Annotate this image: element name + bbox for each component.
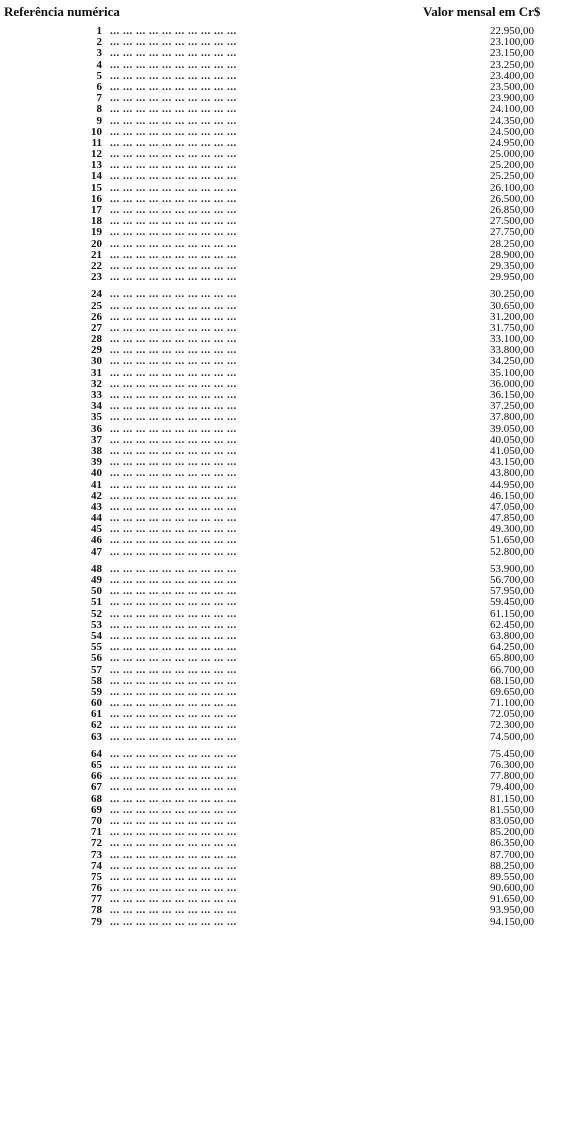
reference-number: 61 <box>91 708 102 721</box>
monthly-value: 29.350,00 <box>490 259 534 272</box>
reference-number: 14 <box>91 170 102 183</box>
dot-leader: ... ... ... ... ... ... ... ... ... ... <box>110 546 237 558</box>
reference-number: 46 <box>91 534 102 547</box>
reference-number: 7 <box>96 92 102 105</box>
dot-leader: ... ... ... ... ... ... ... ... ... ... <box>110 479 237 491</box>
dot-leader: ... ... ... ... ... ... ... ... ... ... <box>110 468 237 480</box>
dot-leader: ... ... ... ... ... ... ... ... ... ... <box>110 860 237 872</box>
reference-number: 22 <box>91 259 102 272</box>
monthly-value: 46.150,00 <box>490 489 534 502</box>
reference-number: 78 <box>91 904 102 917</box>
reference-number: 56 <box>91 652 102 665</box>
reference-number: 34 <box>91 400 102 413</box>
table-row <box>0 732 584 743</box>
monthly-value: 74.500,00 <box>490 730 534 743</box>
table-row <box>0 480 584 491</box>
monthly-value: 81.150,00 <box>490 792 534 805</box>
value-column-header: Valor mensal em Cr$ <box>423 4 541 19</box>
monthly-value: 31.200,00 <box>490 310 534 323</box>
dot-leader: ... ... ... ... ... ... ... ... ... ... <box>110 804 237 816</box>
table-row <box>0 272 584 283</box>
reference-number: 37 <box>91 433 102 446</box>
reference-number: 57 <box>91 663 102 676</box>
reference-number: 25 <box>91 299 102 312</box>
monthly-value: 36.000,00 <box>490 377 534 390</box>
dot-leader: ... ... ... ... ... ... ... ... ... ... <box>110 216 237 228</box>
reference-number: 15 <box>91 181 102 194</box>
monthly-value: 79.400,00 <box>490 781 534 794</box>
monthly-value: 71.100,00 <box>490 697 534 710</box>
reference-number: 66 <box>91 770 102 783</box>
monthly-value: 51.650,00 <box>490 534 534 547</box>
monthly-value: 53.900,00 <box>490 562 534 575</box>
dot-leader: ... ... ... ... ... ... ... ... ... ... <box>110 731 237 743</box>
table-row <box>0 356 584 367</box>
reference-number: 28 <box>91 333 102 346</box>
table-row <box>0 597 584 608</box>
monthly-value: 23.150,00 <box>490 47 534 60</box>
reference-number: 48 <box>91 562 102 575</box>
table-row <box>0 547 584 558</box>
dot-leader: ... ... ... ... ... ... ... ... ... ... <box>110 356 237 368</box>
dot-leader: ... ... ... ... ... ... ... ... ... ... <box>110 815 237 827</box>
reference-number: 50 <box>91 585 102 598</box>
dot-leader: ... ... ... ... ... ... ... ... ... ... <box>110 698 237 710</box>
dot-leader: ... ... ... ... ... ... ... ... ... ... <box>110 149 237 161</box>
table-row <box>0 301 584 312</box>
reference-number: 35 <box>91 411 102 424</box>
monthly-value: 77.800,00 <box>490 770 534 783</box>
monthly-value: 56.700,00 <box>490 574 534 586</box>
table-row <box>0 171 584 182</box>
dot-leader: ... ... ... ... ... ... ... ... ... ... <box>110 160 237 172</box>
table-row <box>0 468 584 479</box>
reference-number: 42 <box>91 489 102 502</box>
reference-number: 13 <box>91 159 102 172</box>
monthly-value: 24.350,00 <box>490 114 534 127</box>
reference-number: 24 <box>91 288 102 301</box>
reference-number: 9 <box>96 114 102 127</box>
dot-leader: ... ... ... ... ... ... ... ... ... ... <box>110 193 237 205</box>
reference-number: 51 <box>91 596 102 609</box>
reference-number: 55 <box>91 641 102 654</box>
table-row <box>0 665 584 676</box>
monthly-value: 76.300,00 <box>490 759 534 771</box>
reference-number: 65 <box>91 759 102 771</box>
reference-number: 8 <box>96 103 102 116</box>
dot-leader: ... ... ... ... ... ... ... ... ... ... <box>110 748 237 760</box>
reference-number: 11 <box>91 136 102 149</box>
monthly-value: 72.300,00 <box>490 719 534 732</box>
monthly-value: 35.100,00 <box>490 366 534 379</box>
dot-leader: ... ... ... ... ... ... ... ... ... ... <box>110 760 237 771</box>
monthly-value: 66.700,00 <box>490 663 534 676</box>
dot-leader: ... ... ... ... ... ... ... ... ... ... <box>110 238 237 250</box>
dot-leader: ... ... ... ... ... ... ... ... ... ... <box>110 249 237 261</box>
reference-number: 38 <box>91 444 102 457</box>
reference-number: 63 <box>91 730 102 743</box>
monthly-value: 59.450,00 <box>490 596 534 609</box>
dot-leader: ... ... ... ... ... ... ... ... ... ... <box>110 894 237 906</box>
monthly-value: 44.950,00 <box>490 478 534 491</box>
monthly-value: 36.150,00 <box>490 389 534 401</box>
reference-number: 23 <box>91 271 102 284</box>
dot-leader: ... ... ... ... ... ... ... ... ... ... <box>110 457 237 469</box>
table-row <box>0 838 584 849</box>
reference-number: 49 <box>91 574 102 586</box>
dot-leader: ... ... ... ... ... ... ... ... ... ... <box>110 597 237 609</box>
dot-leader: ... ... ... ... ... ... ... ... ... ... <box>110 524 237 536</box>
dot-leader: ... ... ... ... ... ... ... ... ... ... <box>110 137 237 149</box>
monthly-value: 27.750,00 <box>490 226 534 239</box>
salary-table <box>0 26 584 928</box>
dot-leader: ... ... ... ... ... ... ... ... ... ... <box>110 171 237 183</box>
monthly-value: 94.150,00 <box>490 915 534 928</box>
reference-number: 68 <box>91 792 102 805</box>
dot-leader: ... ... ... ... ... ... ... ... ... ... <box>110 423 237 435</box>
reference-number: 54 <box>91 629 102 642</box>
dot-leader: ... ... ... ... ... ... ... ... ... ... <box>110 115 237 127</box>
monthly-value: 61.150,00 <box>490 607 534 620</box>
monthly-value: 31.750,00 <box>490 321 534 334</box>
dot-leader: ... ... ... ... ... ... ... ... ... ... <box>110 126 237 138</box>
reference-number: 17 <box>91 204 102 216</box>
monthly-value: 43.800,00 <box>490 467 534 480</box>
dot-leader: ... ... ... ... ... ... ... ... ... ... <box>110 311 237 323</box>
dot-leader: ... ... ... ... ... ... ... ... ... ... <box>110 905 237 917</box>
reference-number: 60 <box>91 697 102 710</box>
dot-leader: ... ... ... ... ... ... ... ... ... ... <box>110 345 237 357</box>
monthly-value: 24.100,00 <box>490 103 534 116</box>
reference-number: 31 <box>91 366 102 379</box>
dot-leader: ... ... ... ... ... ... ... ... ... ... <box>110 300 237 312</box>
reference-number: 67 <box>91 781 102 794</box>
reference-number: 43 <box>91 500 102 513</box>
dot-leader: ... ... ... ... ... ... ... ... ... ... <box>110 59 237 71</box>
monthly-value: 63.800,00 <box>490 629 534 642</box>
monthly-value: 28.250,00 <box>490 237 534 250</box>
reference-number: 62 <box>91 719 102 732</box>
dot-leader: ... ... ... ... ... ... ... ... ... ... <box>110 390 237 401</box>
monthly-value: 41.050,00 <box>490 444 534 457</box>
table-row <box>0 850 584 861</box>
monthly-value: 40.050,00 <box>490 433 534 446</box>
monthly-value: 24.950,00 <box>490 136 534 149</box>
monthly-value: 43.150,00 <box>490 456 534 469</box>
reference-number: 58 <box>91 674 102 687</box>
dot-leader: ... ... ... ... ... ... ... ... ... ... <box>110 227 237 239</box>
dot-leader: ... ... ... ... ... ... ... ... ... ... <box>110 412 237 424</box>
dot-leader: ... ... ... ... ... ... ... ... ... ... <box>110 322 237 334</box>
dot-leader: ... ... ... ... ... ... ... ... ... ... <box>110 771 237 783</box>
reference-number: 19 <box>91 226 102 239</box>
table-row <box>0 905 584 916</box>
monthly-value: 37.800,00 <box>490 411 534 424</box>
monthly-value: 23.400,00 <box>490 69 534 82</box>
dot-leader: ... ... ... ... ... ... ... ... ... ... <box>110 916 237 928</box>
monthly-value: 47.050,00 <box>490 500 534 513</box>
dot-leader: ... ... ... ... ... ... ... ... ... ... <box>110 720 237 732</box>
reference-number: 76 <box>91 882 102 895</box>
table-row <box>0 48 584 59</box>
monthly-value: 23.100,00 <box>490 36 534 49</box>
dot-leader: ... ... ... ... ... ... ... ... ... ... <box>110 871 237 883</box>
monthly-value: 83.050,00 <box>490 814 534 827</box>
dot-leader: ... ... ... ... ... ... ... ... ... ... <box>110 260 237 272</box>
dot-leader: ... ... ... ... ... ... ... ... ... ... <box>110 367 237 379</box>
reference-number: 74 <box>91 859 102 872</box>
reference-number: 64 <box>91 747 102 760</box>
monthly-value: 89.550,00 <box>490 870 534 883</box>
reference-number: 44 <box>91 512 102 525</box>
table-row <box>0 535 584 546</box>
reference-number: 77 <box>91 893 102 906</box>
dot-leader: ... ... ... ... ... ... ... ... ... ... <box>110 709 237 721</box>
monthly-value: 69.650,00 <box>490 685 534 698</box>
monthly-value: 91.650,00 <box>490 893 534 906</box>
reference-number: 53 <box>91 618 102 631</box>
monthly-value: 25.000,00 <box>490 148 534 161</box>
table-row <box>0 917 584 928</box>
table-row <box>0 412 584 423</box>
monthly-value: 34.250,00 <box>490 355 534 368</box>
reference-number: 2 <box>96 36 102 49</box>
monthly-value: 23.250,00 <box>490 58 534 71</box>
dot-leader: ... ... ... ... ... ... ... ... ... ... <box>110 535 237 547</box>
dot-leader: ... ... ... ... ... ... ... ... ... ... <box>110 608 237 620</box>
monthly-value: 47.850,00 <box>490 512 534 525</box>
table-row <box>0 116 584 127</box>
reference-number: 36 <box>91 422 102 435</box>
monthly-value: 88.250,00 <box>490 859 534 872</box>
monthly-value: 22.950,00 <box>490 25 534 37</box>
reference-number: 26 <box>91 310 102 323</box>
monthly-value: 81.550,00 <box>490 803 534 816</box>
reference-number: 10 <box>91 125 102 138</box>
reference-number: 59 <box>91 685 102 698</box>
table-row <box>0 289 584 300</box>
dot-leader: ... ... ... ... ... ... ... ... ... ... <box>110 48 237 60</box>
monthly-value: 24.500,00 <box>490 125 534 138</box>
dot-leader: ... ... ... ... ... ... ... ... ... ... <box>110 272 237 284</box>
monthly-value: 49.300,00 <box>490 523 534 536</box>
reference-number: 32 <box>91 377 102 390</box>
monthly-value: 26.850,00 <box>490 204 534 216</box>
reference-number: 72 <box>91 837 102 850</box>
dot-leader: ... ... ... ... ... ... ... ... ... ... <box>110 838 237 850</box>
dot-leader: ... ... ... ... ... ... ... ... ... ... <box>110 883 237 895</box>
dot-leader: ... ... ... ... ... ... ... ... ... ... <box>110 586 237 598</box>
dot-leader: ... ... ... ... ... ... ... ... ... ... <box>110 513 237 525</box>
reference-number: 27 <box>91 321 102 334</box>
table-row <box>0 653 584 664</box>
monthly-value: 23.900,00 <box>490 92 534 105</box>
dot-leader: ... ... ... ... ... ... ... ... ... ... <box>110 37 237 49</box>
reference-number: 29 <box>91 344 102 357</box>
reference-number: 30 <box>91 355 102 368</box>
dot-leader: ... ... ... ... ... ... ... ... ... ... <box>110 653 237 665</box>
reference-number: 20 <box>91 237 102 250</box>
reference-number: 45 <box>91 523 102 536</box>
dot-leader: ... ... ... ... ... ... ... ... ... ... <box>110 26 237 37</box>
table-row <box>0 227 584 238</box>
monthly-value: 57.950,00 <box>490 585 534 598</box>
monthly-value: 52.800,00 <box>490 545 534 558</box>
reference-number: 4 <box>96 58 102 71</box>
monthly-value: 62.450,00 <box>490 618 534 631</box>
dot-leader: ... ... ... ... ... ... ... ... ... ... <box>110 630 237 642</box>
monthly-value: 29.950,00 <box>490 271 534 284</box>
dot-leader: ... ... ... ... ... ... ... ... ... ... <box>110 686 237 698</box>
reference-number: 33 <box>91 389 102 401</box>
monthly-value: 25.250,00 <box>490 170 534 183</box>
dot-leader: ... ... ... ... ... ... ... ... ... ... <box>110 81 237 93</box>
monthly-value: 27.500,00 <box>490 215 534 228</box>
monthly-value: 33.800,00 <box>490 344 534 357</box>
reference-number: 71 <box>91 826 102 839</box>
dot-leader: ... ... ... ... ... ... ... ... ... ... <box>110 675 237 687</box>
dot-leader: ... ... ... ... ... ... ... ... ... ... <box>110 501 237 513</box>
monthly-value: 30.650,00 <box>490 299 534 312</box>
dot-leader: ... ... ... ... ... ... ... ... ... ... <box>110 642 237 654</box>
dot-leader: ... ... ... ... ... ... ... ... ... ... <box>110 378 237 390</box>
dot-leader: ... ... ... ... ... ... ... ... ... ... <box>110 93 237 105</box>
monthly-value: 87.700,00 <box>490 848 534 861</box>
dot-leader: ... ... ... ... ... ... ... ... ... ... <box>110 782 237 794</box>
reference-number: 21 <box>91 248 102 261</box>
table-row <box>0 104 584 115</box>
monthly-value: 90.600,00 <box>490 882 534 895</box>
reference-number: 6 <box>96 80 102 93</box>
dot-leader: ... ... ... ... ... ... ... ... ... ... <box>110 70 237 82</box>
reference-number: 3 <box>96 47 102 60</box>
reference-number: 18 <box>91 215 102 228</box>
monthly-value: 68.150,00 <box>490 674 534 687</box>
reference-number: 40 <box>91 467 102 480</box>
monthly-value: 23.500,00 <box>490 80 534 93</box>
dot-leader: ... ... ... ... ... ... ... ... ... ... <box>110 849 237 861</box>
monthly-value: 26.100,00 <box>490 181 534 194</box>
monthly-value: 37.250,00 <box>490 400 534 413</box>
dot-leader: ... ... ... ... ... ... ... ... ... ... <box>110 289 237 301</box>
dot-leader: ... ... ... ... ... ... ... ... ... ... <box>110 104 237 116</box>
dot-leader: ... ... ... ... ... ... ... ... ... ... <box>110 619 237 631</box>
dot-leader: ... ... ... ... ... ... ... ... ... ... <box>110 793 237 805</box>
reference-number: 47 <box>91 545 102 558</box>
dot-leader: ... ... ... ... ... ... ... ... ... ... <box>110 401 237 413</box>
reference-number: 70 <box>91 814 102 827</box>
monthly-value: 28.900,00 <box>490 248 534 261</box>
monthly-value: 30.250,00 <box>490 288 534 301</box>
dot-leader: ... ... ... ... ... ... ... ... ... ... <box>110 334 237 346</box>
dot-leader: ... ... ... ... ... ... ... ... ... ... <box>110 563 237 575</box>
reference-number: 79 <box>91 915 102 928</box>
reference-number: 52 <box>91 607 102 620</box>
reference-number: 16 <box>91 192 102 205</box>
reference-number: 41 <box>91 478 102 491</box>
monthly-value: 26.500,00 <box>490 192 534 205</box>
dot-leader: ... ... ... ... ... ... ... ... ... ... <box>110 575 237 586</box>
dot-leader: ... ... ... ... ... ... ... ... ... ... <box>110 205 237 216</box>
reference-number: 5 <box>96 69 102 82</box>
dot-leader: ... ... ... ... ... ... ... ... ... ... <box>110 664 237 676</box>
monthly-value: 75.450,00 <box>490 747 534 760</box>
monthly-value: 85.200,00 <box>490 826 534 839</box>
reference-number: 1 <box>96 25 102 37</box>
dot-leader: ... ... ... ... ... ... ... ... ... ... <box>110 827 237 839</box>
reference-number: 69 <box>91 803 102 816</box>
monthly-value: 39.050,00 <box>490 422 534 435</box>
table-row <box>0 782 584 793</box>
dot-leader: ... ... ... ... ... ... ... ... ... ... <box>110 490 237 502</box>
monthly-value: 72.050,00 <box>490 708 534 721</box>
reference-number: 12 <box>91 148 102 161</box>
dot-leader: ... ... ... ... ... ... ... ... ... ... <box>110 182 237 194</box>
monthly-value: 65.800,00 <box>490 652 534 665</box>
reference-column-header: Referência numérica <box>4 4 120 19</box>
dot-leader: ... ... ... ... ... ... ... ... ... ... <box>110 445 237 457</box>
monthly-value: 25.200,00 <box>490 159 534 172</box>
dot-leader: ... ... ... ... ... ... ... ... ... ... <box>110 434 237 446</box>
reference-number: 73 <box>91 848 102 861</box>
monthly-value: 33.100,00 <box>490 333 534 346</box>
monthly-value: 64.250,00 <box>490 641 534 654</box>
reference-number: 75 <box>91 870 102 883</box>
table-row <box>0 720 584 731</box>
monthly-value: 86.350,00 <box>490 837 534 850</box>
reference-number: 39 <box>91 456 102 469</box>
monthly-value: 93.950,00 <box>490 904 534 917</box>
